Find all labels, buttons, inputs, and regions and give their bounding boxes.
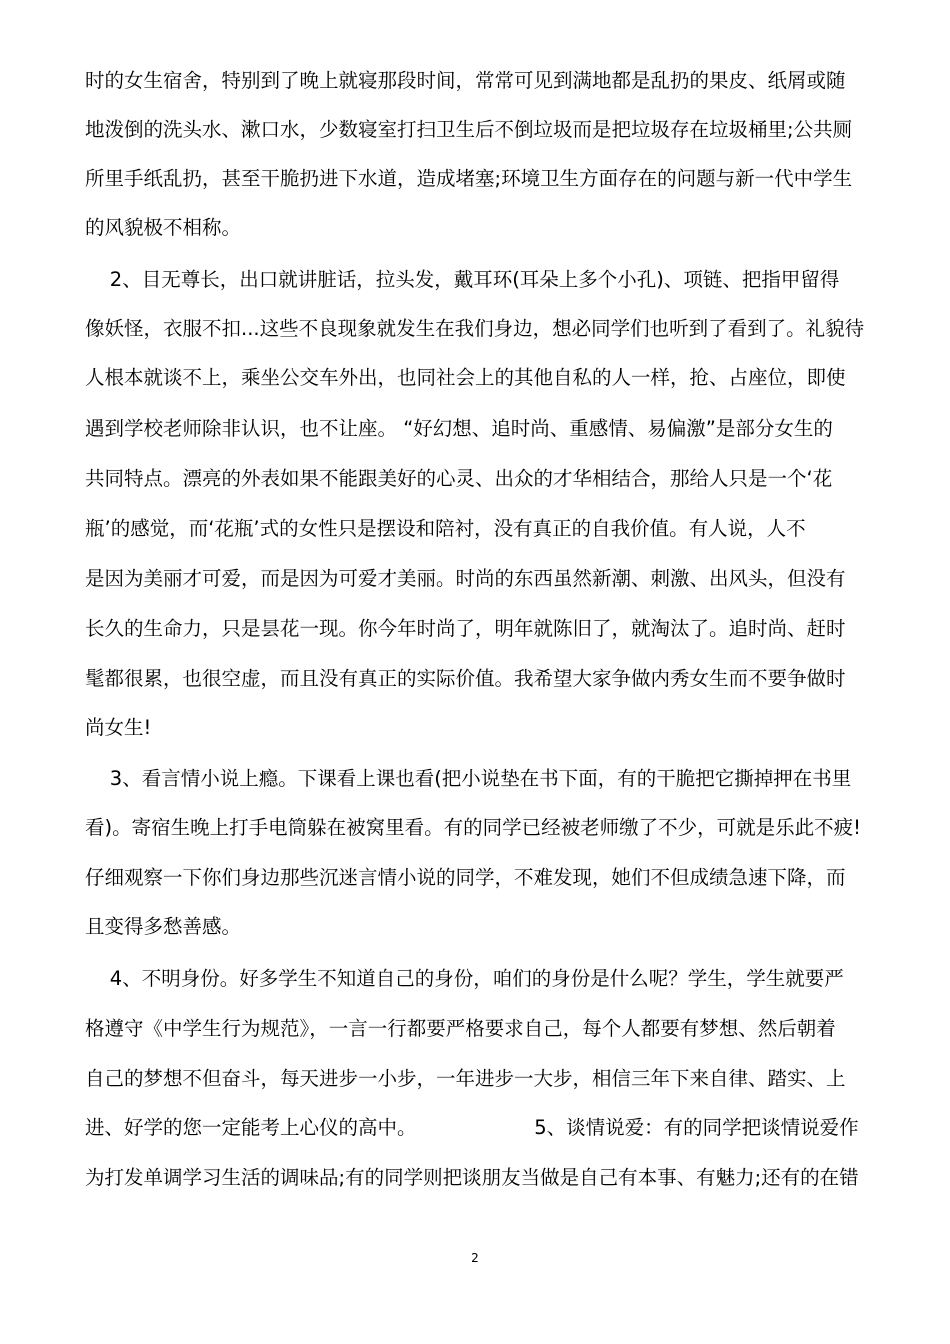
- text-line: 且变得多愁善感。: [85, 915, 242, 938]
- text-line: 为打发单调学习生活的调味品;有的同学则把谈朋友当做是自己有本事、有魅力;还有的在错: [85, 1166, 859, 1189]
- text-line: 自己的梦想不但奋斗，每天进步一小步，一年进步一大步，相信三年下来自律、踏实、上: [85, 1067, 846, 1090]
- text-line: 2、目无尊长，出口就讲脏话，拉头发，戴耳环(耳朵上多个小孔)、项链、把指甲留得: [85, 268, 840, 291]
- text-line: 遇到学校老师除非认识，也不让座。 “好幻想、追时尚、重感情、易偏激”是部分女生的: [85, 417, 833, 440]
- text-line: 仔细观察一下你们身边那些沉迷言情小说的同学，不难发现，她们不但成绩急速下降，而: [85, 866, 846, 889]
- text-line: 共同特点。漂亮的外表如果不能跟美好的心灵、出众的才华相结合，那给人只是一个‘花: [85, 467, 833, 490]
- page-number: 2: [471, 1251, 479, 1265]
- text-line: 4、不明身份。好多学生不知道自己的身份，咱们的身份是什么呢？学生，学生就要严: [85, 967, 844, 990]
- text-line: 瓶’的感觉，而‘花瓶’式的女性只是摆设和陪衬，没有真正的自我价值。有人说，人不: [85, 517, 806, 540]
- text-line: 是因为美丽才可爱，而是因为可爱才美丽。时尚的东西虽然新潮、刺激、出风头，但没有: [85, 567, 846, 590]
- text-line: 3、看言情小说上瘾。下课看上课也看(把小说垫在书下面，有的干脆把它撕掉押在书里: [85, 767, 852, 790]
- text-line: 长久的生命力，只是昙花一现。你今年时尚了，明年就陈旧了，就淘汰了。追时尚、赶时: [85, 617, 846, 640]
- text-line: 髦都很累，也很空虚，而且没有真正的实际价值。我希望大家争做内秀女生而不要争做时: [85, 667, 846, 690]
- text-line: 所里手纸乱扔，甚至干脆扔进下水道，造成堵塞;环境卫生方面存在的问题与新一代中学生: [85, 167, 853, 190]
- text-line: 看)。寄宿生晚上打手电筒躲在被窝里看。有的同学已经被老师缴了不少，可就是乐此不疲!: [85, 816, 861, 839]
- text-line: 尚女生!: [85, 716, 152, 739]
- text-line: 格遵守《中学生行为规范》，一言一行都要严格要求自己，每个人都要有梦想、然后朝着: [85, 1017, 836, 1040]
- text-line: 地泼倒的洗头水、漱口水，少数寝室打扫卫生后不倒垃圾而是把垃圾存在垃圾桶里;公共厕: [85, 118, 853, 141]
- text-line: 进、好学的您一定能考上心仪的高中。 5、谈情说爱：有的同学把谈情说爱作: [85, 1116, 859, 1139]
- text-line: 时的女生宿舍，特别到了晚上就寝那段时间，常常可见到满地都是乱扔的果皮、纸屑或随: [85, 69, 846, 92]
- text-line: 人根本就谈不上，乘坐公交车外出，也同社会上的其他自私的人一样，抢、占座位，即使: [85, 366, 846, 389]
- text-line: 的风貌极不相称。: [85, 216, 242, 239]
- text-line: 像妖怪，衣服不扣...这些不良现象就发生在我们身边，想必同学们也听到了看到了。礼貌待: [85, 317, 865, 340]
